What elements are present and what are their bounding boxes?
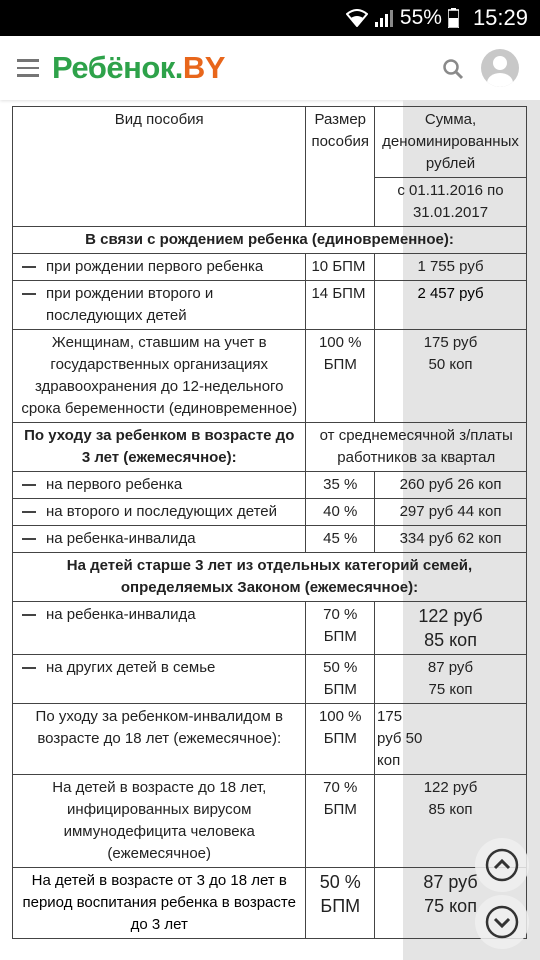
table-row: Женщинам, ставшим на учет в государственных организациях здравоохранения до 12-недельного срока беременности (единовременное) 100 % БПМ 175 руб 50 коп (13, 330, 527, 423)
user-avatar-icon[interactable] (481, 49, 519, 87)
header-sum: Сумма, деноминированных рублей (375, 107, 527, 178)
dash-bullet (22, 614, 36, 616)
scroll-down-button[interactable] (475, 895, 529, 949)
section-care-note: от среднемесячной з/платы работников за квартал (306, 423, 527, 472)
clock: 15:29 (472, 5, 528, 30)
table-row: По уходу за ребенком-инвалидом в возрасте до 18 лет (ежемесячное): 100 % БПМ 175 руб 50 коп (13, 704, 527, 775)
section-care: По уходу за ребенком в возрасте до 3 лет (ежемесячное): (13, 423, 306, 472)
signal-icon (374, 9, 394, 27)
table-row: на первого ребенка 35 % 260 руб 26 коп (13, 472, 527, 499)
header-type: Вид пособия (13, 107, 306, 227)
chevron-down-icon (484, 904, 520, 940)
header-period: с 01.11.2016 по 31.01.2017 (375, 178, 527, 227)
scroll-up-button[interactable] (475, 838, 529, 892)
benefits-table (12, 106, 527, 939)
section-birth: В связи с рождением ребенка (единовременное): (13, 227, 527, 254)
dash-bullet (22, 538, 36, 540)
wifi-icon (346, 9, 368, 27)
table-row: при рождении второго и последующих детей 14 БПМ 2 457 руб (13, 281, 527, 330)
table-row: при рождении первого ребенка 10 БПМ 1 755 руб (13, 254, 527, 281)
dash-bullet (22, 484, 36, 486)
dash-bullet (22, 667, 36, 669)
table-row: На детей в возрасте до 18 лет, инфицированных вирусом иммунодефицита человека (ежемесячное) 70 % БПМ 122 руб 85 коп (13, 775, 527, 868)
site-logo[interactable]: Ребёнок.BY (52, 50, 225, 85)
header-size: Размер пособия (306, 107, 375, 227)
menu-icon[interactable] (17, 59, 39, 77)
chevron-up-icon (484, 847, 520, 883)
search-icon[interactable] (441, 57, 465, 81)
table-row: на ребенка-инвалида 45 % 334 руб 62 коп (13, 526, 527, 553)
table-row: на второго и последующих детей 40 % 297 руб 44 коп (13, 499, 527, 526)
battery-icon (448, 8, 459, 28)
section-older: На детей старше 3 лет из отдельных категорий семей, определяемых Законом (ежемесячное): (13, 553, 527, 602)
table-row: на ребенка-инвалида 70 % БПМ 122 руб 85 коп (13, 602, 527, 655)
dash-bullet (22, 293, 36, 295)
dash-bullet (22, 511, 36, 513)
app-header (0, 36, 540, 100)
section-care-row (13, 423, 527, 472)
battery-percent: 55% (399, 6, 442, 29)
dash-bullet (22, 266, 36, 268)
table-row: На детей в возрасте от 3 до 18 лет в период воспитания ребенка в возрасте до 3 лет 50 % БПМ 87 руб 75 коп (13, 868, 527, 939)
status-bar (0, 0, 540, 36)
benefits-table-container[interactable] (0, 100, 540, 960)
table-row: на других детей в семье 50 % БПМ 87 руб 75 коп (13, 655, 527, 704)
